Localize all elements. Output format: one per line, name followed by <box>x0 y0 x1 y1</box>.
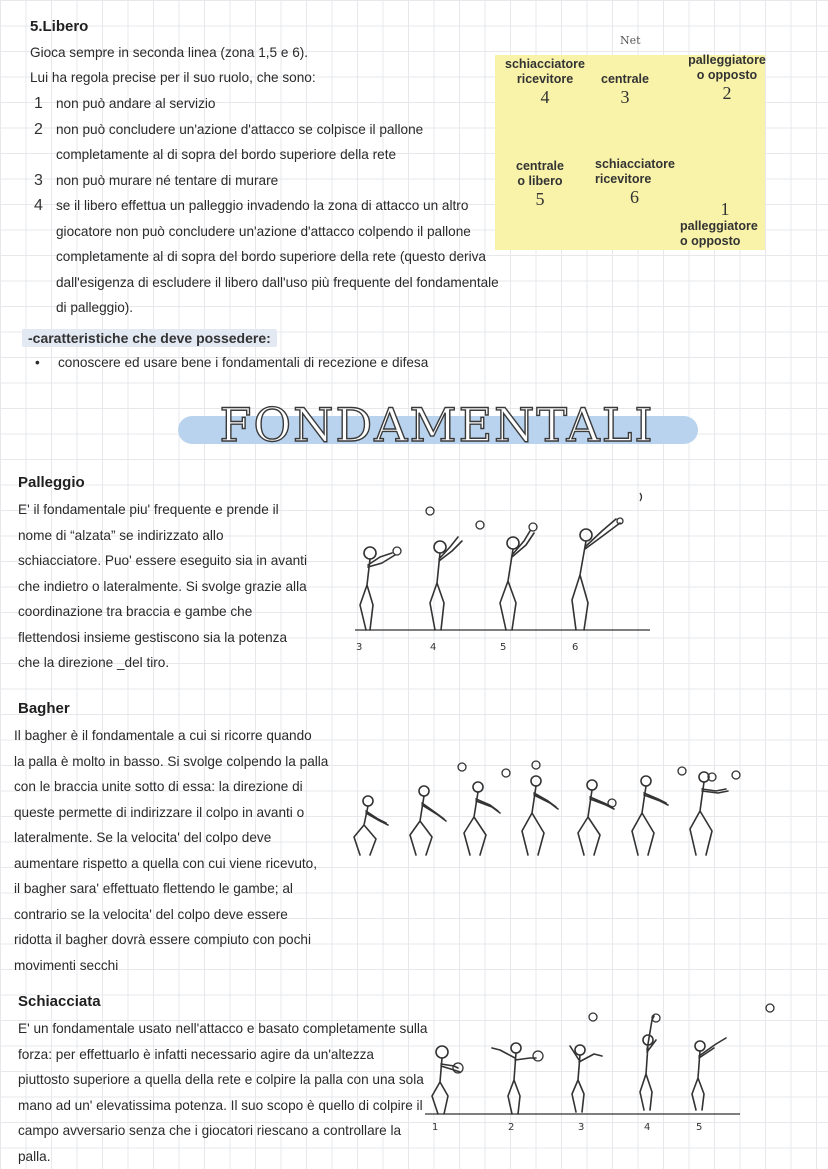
bullet-icon: • <box>35 355 40 370</box>
schiacciata-figure-4 <box>640 1016 656 1110</box>
ball-5b <box>529 523 537 531</box>
bagher-line: il bagher sara' effettuato flettendo le gambe; al <box>14 881 293 896</box>
ball-5a <box>476 521 484 529</box>
characteristic-item <box>32 350 478 376</box>
rule-number: 4 <box>34 197 43 214</box>
palleggio-text <box>18 497 338 676</box>
bagher-figure-4 <box>522 776 558 855</box>
palleggio-heading: Palleggio <box>18 474 85 491</box>
bagher-line: ridotta il bagher dovrà essere compiuto con pochi <box>14 932 311 947</box>
bagher-line: lateralmente. Se la velocita' del colpo deve <box>14 830 272 845</box>
ball-3 <box>393 547 401 555</box>
court-position-5: centrale o libero 5 <box>516 159 564 209</box>
ball <box>533 1051 543 1061</box>
schiacciata-line: E' un fondamentale usato nell'attacco e basato completamente sulla <box>18 1021 428 1036</box>
palleggio-illustration <box>340 485 660 655</box>
ball <box>532 761 540 769</box>
libero-line-1: Gioca sempre in seconda linea (zona 1,5 e 6). <box>30 45 309 60</box>
figure-label: 3 <box>578 1122 585 1133</box>
bagher-illustration <box>340 755 750 870</box>
rule-item <box>30 117 500 168</box>
palleggio-line: schiacciatore. Puo' essere eseguito sia in avanti <box>18 553 307 568</box>
schiacciata-figure-2 <box>492 1043 536 1114</box>
net-label: Net <box>620 34 641 47</box>
figure-label: 4 <box>644 1122 651 1133</box>
rule-line: dall'esigenza di escludere il libero dall'uso più frequente del fondamentale <box>56 274 499 290</box>
figure-label: 1 <box>432 1122 439 1133</box>
bagher-line: queste permette di indirizzare il colpo in avanti o <box>14 804 305 820</box>
rule-item <box>30 168 500 194</box>
bagher-figure-1 <box>354 796 388 855</box>
ball <box>678 767 686 775</box>
rule-line: completamente al di sopra del bordo superiore della rete (questo deriva <box>56 249 486 264</box>
schiacciata-line: campo avversario senza che i giocatori riescano a controllare la <box>18 1123 402 1138</box>
figure-label: 4 <box>430 642 437 653</box>
palleggio-figure-6 <box>572 519 620 630</box>
bagher-figure-2 <box>410 786 446 855</box>
court-position-4: schiacciatore ricevitore 4 <box>505 57 585 107</box>
schiacciata-line: forza: per effettuarlo è infatti necessario agire da un'altezza <box>18 1046 374 1062</box>
ball <box>589 1013 597 1021</box>
ball <box>502 769 510 777</box>
schiacciata-text <box>18 1016 428 1169</box>
ball <box>458 763 466 771</box>
palleggio-line: coordinazione tra braccia e gambe che <box>18 604 253 619</box>
bagher-line: la palla è molto in basso. Si svolge colpendo la palla <box>14 753 329 769</box>
court-position-6: schiacciatore ricevitore 6 <box>595 157 675 207</box>
palleggio-figure-4 <box>430 537 462 630</box>
ball <box>766 1004 774 1012</box>
bagher-figure-5 <box>578 780 614 855</box>
main-title-block <box>172 398 702 452</box>
libero-rules-list <box>30 91 500 321</box>
bagher-heading: Bagher <box>18 700 70 717</box>
schiacciata-line: palla. <box>18 1148 51 1164</box>
bagher-line: aumentare rispetto a quella con cui viene ricevuto, <box>14 855 318 871</box>
rule-line: non può concludere un'azione d'attacco se colpisce il pallone <box>56 121 424 137</box>
court-diagram <box>495 55 765 250</box>
characteristic-text: conoscere ed usare bene i fondamentali di recezione e difesa <box>58 355 429 370</box>
figure-label: 6 <box>572 642 579 653</box>
schiacciata-figure-5 <box>692 1038 726 1110</box>
rule-item <box>30 91 500 117</box>
rule-line: non può andare al servizio <box>56 96 216 111</box>
palleggio-line: che indietro o lateralmente. Si svolge grazie alla <box>18 578 307 594</box>
bagher-line: con le braccia unite sotto di essa: la direzione di <box>14 779 303 794</box>
bagher-line: Il bagher è il fondamentale a cui si ricorre quando <box>14 728 312 743</box>
palleggio-figure-3 <box>360 547 395 630</box>
bagher-line: movimenti secchi <box>14 957 119 973</box>
ball-4 <box>426 507 434 515</box>
palleggio-line: E' il fondamentale piu' frequente e prende il <box>18 502 279 517</box>
bagher-line: contrario se la velocita' del colpo deve essere <box>14 906 288 922</box>
court-position-3: centrale 3 <box>601 72 649 107</box>
bagher-figure-6 <box>632 776 668 855</box>
characteristics-heading: -caratteristiche che deve possedere: <box>22 328 277 347</box>
bagher-figure-3 <box>464 782 500 855</box>
schiacciata-illustration <box>420 1000 780 1140</box>
bagher-text <box>14 723 344 978</box>
figure-label: 5 <box>500 642 507 653</box>
rule-number: 2 <box>34 120 43 138</box>
figure-label: 3 <box>356 642 363 653</box>
rule-line: se il libero effettua un palleggio invadendo la zona di attacco un altro <box>56 198 469 213</box>
palleggio-line: nome di “alzata” se indirizzato allo <box>18 527 224 543</box>
rule-line: non può murare né tentare di murare <box>56 172 279 188</box>
main-title: FONDAMENTALI <box>219 398 655 452</box>
libero-line-2: Lui ha regola precise per il suo ruolo, che sono: <box>30 70 316 85</box>
palleggio-line: che la direzione _del tiro. <box>18 655 170 670</box>
figure-label: 5 <box>696 1122 703 1133</box>
palleggio-figure-5 <box>500 531 534 630</box>
bagher-figure-7 <box>690 772 728 855</box>
rule-number: 1 <box>34 95 43 112</box>
libero-title: 5.Libero <box>30 18 89 35</box>
rule-number: 3 <box>34 171 43 189</box>
ball <box>732 771 740 779</box>
rule-line: completamente al di sopra del bordo superiore della rete <box>56 147 397 162</box>
schiacciata-figure-3 <box>570 1045 602 1112</box>
schiacciata-line: piuttosto superiore a quella della rete e colpire la palla con una sola <box>18 1072 424 1087</box>
ball-6-top <box>640 493 642 501</box>
figure-label: 2 <box>508 1122 515 1133</box>
court-position-1: 1 palleggiatore o opposto <box>680 199 758 248</box>
court-position-2: palleggiatore o opposto 2 <box>688 53 766 103</box>
schiacciata-line: mano ad un' elevatissima potenza. Il suo scopo è quello di colpire il <box>18 1097 423 1113</box>
schiacciata-heading: Schiacciata <box>18 993 101 1010</box>
rule-item <box>30 193 500 321</box>
rule-line: giocatore non può concludere un'azione d'attacco colpendo il pallone <box>56 223 471 239</box>
ball <box>608 799 616 807</box>
palleggio-line: flettendosi insieme gestiscono sia la potenza <box>18 629 288 645</box>
schiacciata-figure-1 <box>432 1046 460 1114</box>
rule-line: di palleggio). <box>56 300 134 315</box>
